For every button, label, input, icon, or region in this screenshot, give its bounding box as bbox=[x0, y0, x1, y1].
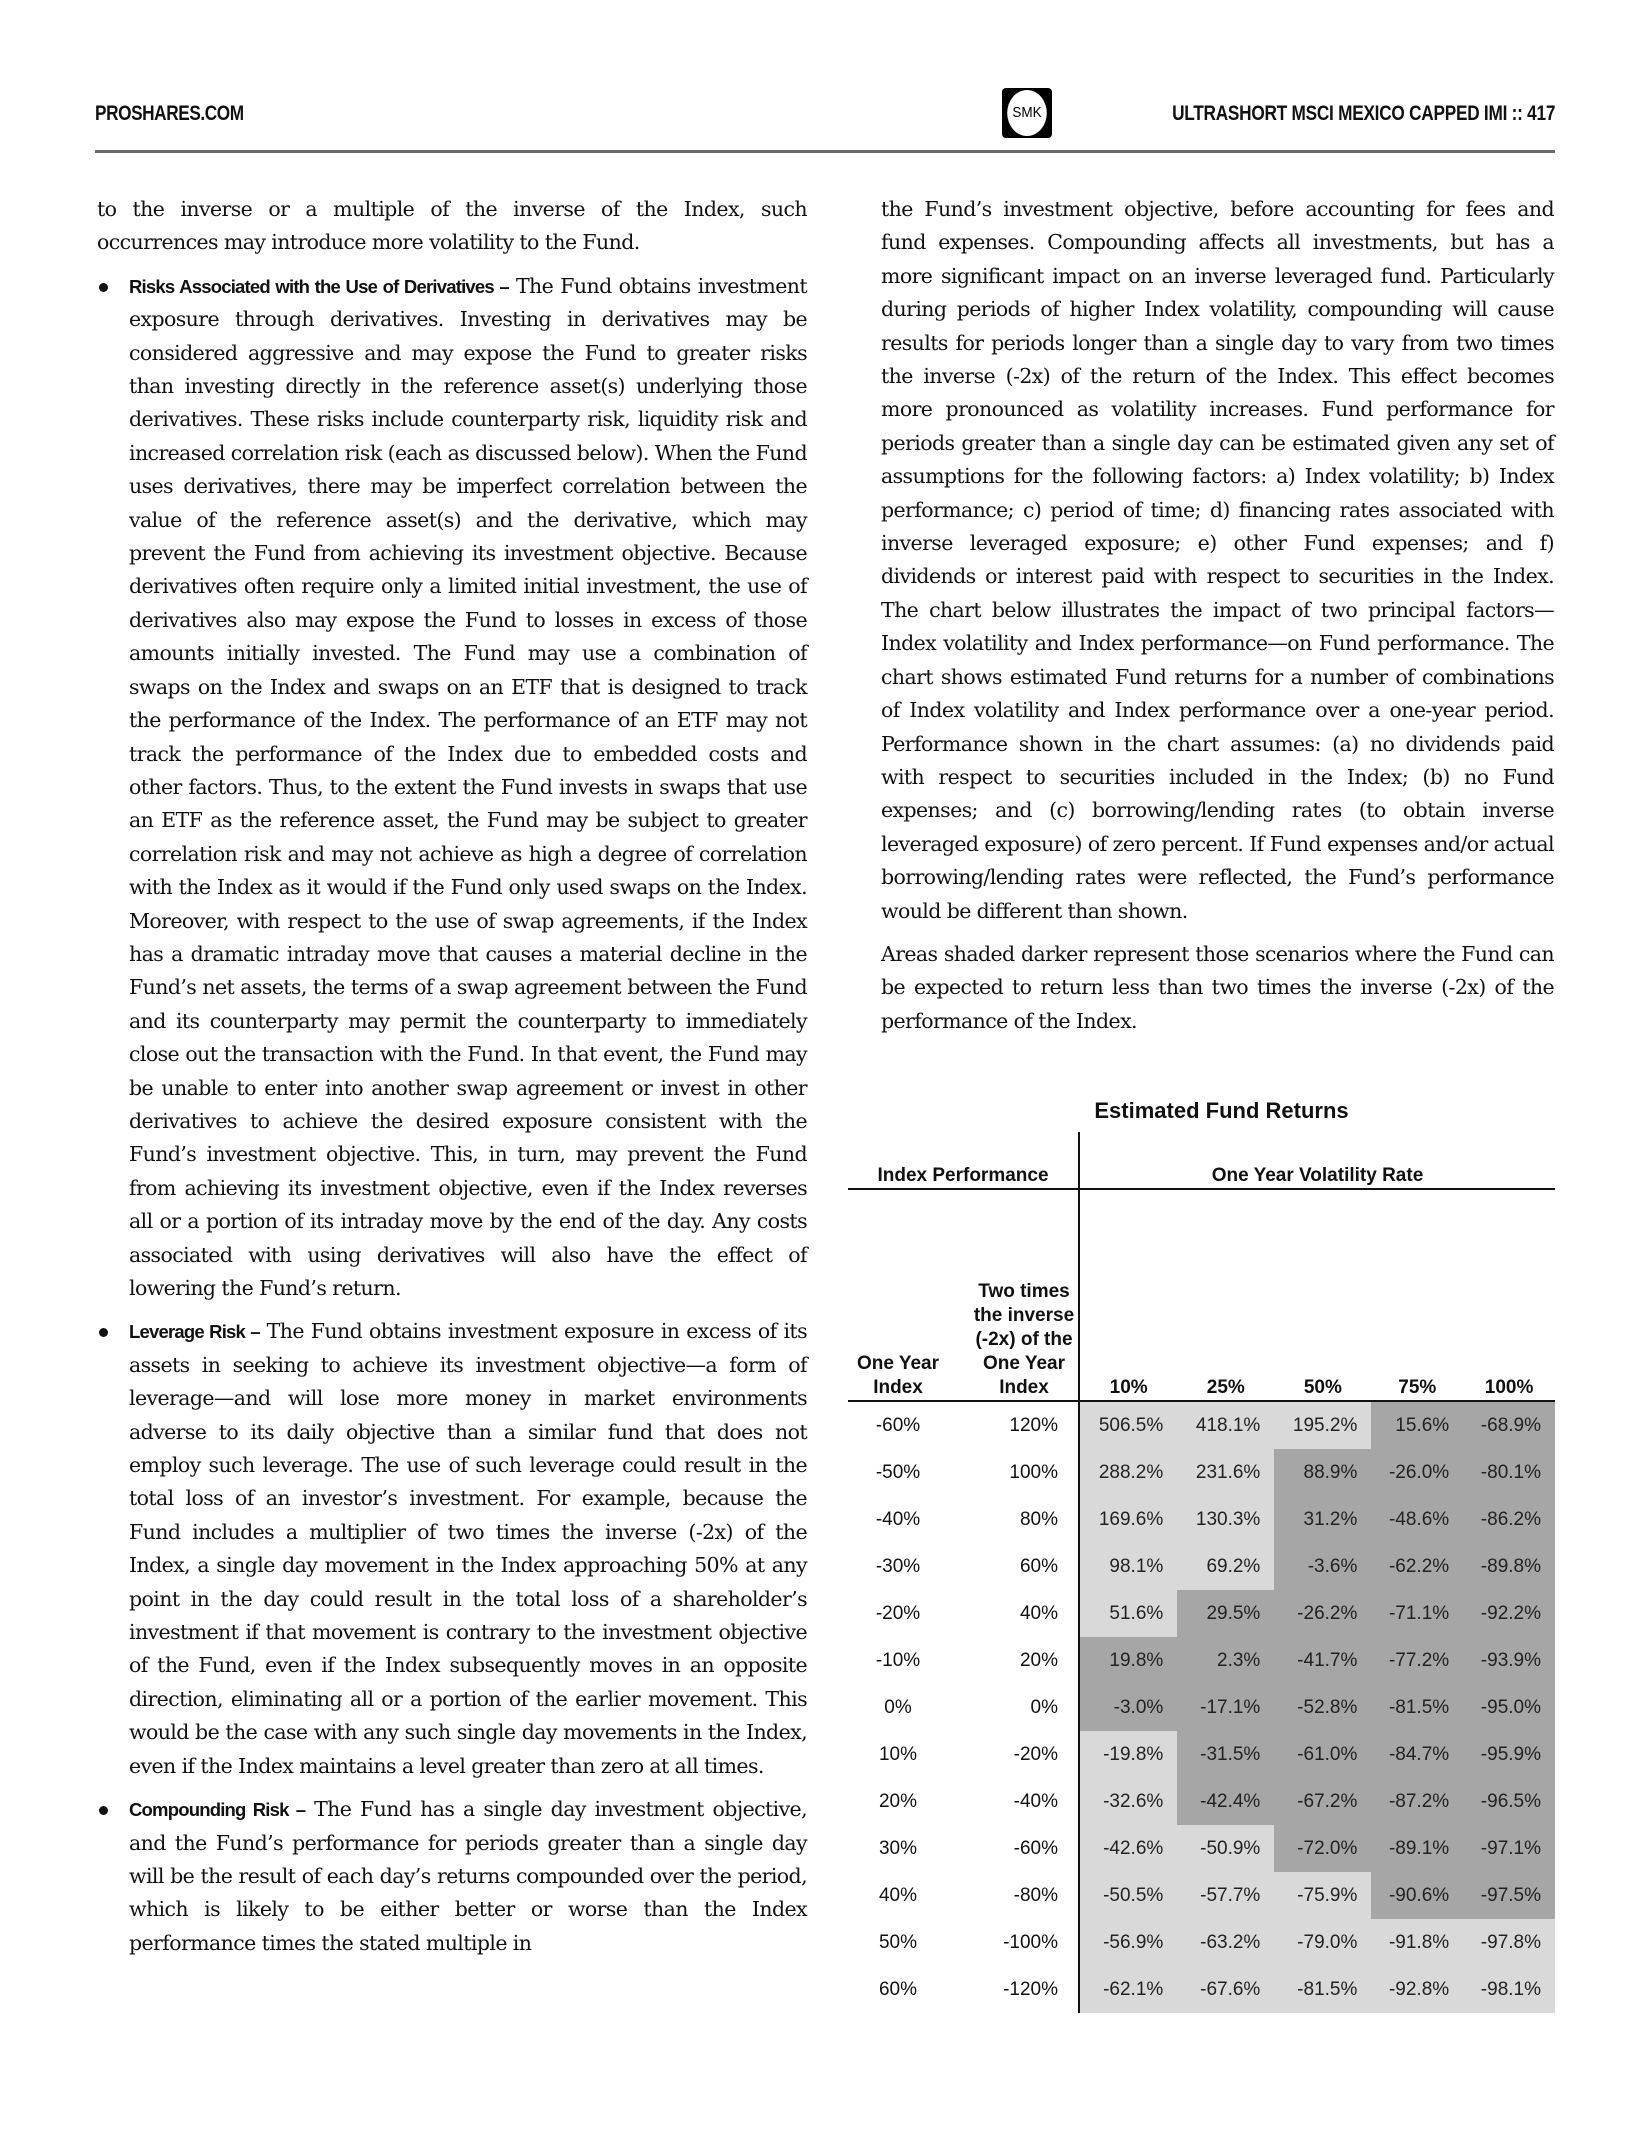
return-cell: -68.9% bbox=[1463, 1401, 1555, 1449]
ticker-badge bbox=[1002, 88, 1052, 138]
return-cell: -98.1% bbox=[1463, 1966, 1555, 2013]
col-two-times-inverse: Two times the inverse (-2x) of the One Year Index bbox=[970, 1189, 1079, 1401]
bullet-title: Leverage Risk – bbox=[129, 1321, 260, 1343]
inverse-cell: -40% bbox=[970, 1778, 1079, 1825]
table-row bbox=[848, 1637, 1555, 1684]
inverse-cell: 100% bbox=[970, 1449, 1079, 1496]
table-row bbox=[848, 1731, 1555, 1778]
table-title: Estimated Fund Returns bbox=[1094, 1098, 1349, 1123]
header-divider bbox=[95, 150, 1555, 153]
inverse-cell: -80% bbox=[970, 1872, 1079, 1919]
return-cell: -26.2% bbox=[1274, 1590, 1371, 1637]
return-cell: -87.2% bbox=[1371, 1778, 1463, 1825]
bullet-body: The Fund has a single day investment objective, and the Fund’s performance for periods greater than a single day will be the result of each day’s returns compounded over the period, which is likely to be either better or worse than the Index performance times the stated multiple in bbox=[129, 1797, 808, 1955]
bullet-compounding-risk bbox=[97, 1793, 807, 1960]
return-cell: -42.6% bbox=[1079, 1825, 1177, 1872]
return-cell: -91.8% bbox=[1371, 1919, 1463, 1966]
return-cell: -95.9% bbox=[1463, 1731, 1555, 1778]
return-cell: -61.0% bbox=[1274, 1731, 1371, 1778]
running-head: ULTRASHORT MSCI MEXICO CAPPED IMI :: 417 bbox=[1171, 102, 1555, 125]
return-cell: 19.8% bbox=[1079, 1637, 1177, 1684]
col-vol-75: 75% bbox=[1398, 1377, 1437, 1398]
return-cell: -50.5% bbox=[1079, 1872, 1177, 1919]
col-vol-50: 50% bbox=[1303, 1377, 1342, 1398]
return-cell: 15.6% bbox=[1371, 1401, 1463, 1449]
return-cell: 130.3% bbox=[1177, 1496, 1274, 1543]
site-name: PROSHARES.COM bbox=[95, 102, 244, 125]
return-cell: -26.0% bbox=[1371, 1449, 1463, 1496]
return-cell: -48.6% bbox=[1371, 1496, 1463, 1543]
return-cell: -67.6% bbox=[1177, 1966, 1274, 2013]
right-column bbox=[881, 193, 1554, 1048]
table-row bbox=[848, 1449, 1555, 1496]
return-cell: -3.6% bbox=[1274, 1543, 1371, 1590]
index-performance-header: Index Performance bbox=[848, 1132, 1079, 1189]
return-cell: -32.6% bbox=[1079, 1778, 1177, 1825]
col-vol-25: 25% bbox=[1206, 1377, 1245, 1398]
page-header bbox=[95, 88, 1555, 148]
one-year-index-cell: 60% bbox=[878, 1978, 918, 2000]
return-cell: -3.0% bbox=[1079, 1684, 1177, 1731]
return-cell: -41.7% bbox=[1274, 1637, 1371, 1684]
table-row bbox=[848, 1919, 1555, 1966]
return-cell: -31.5% bbox=[1177, 1731, 1274, 1778]
table-row bbox=[848, 1825, 1555, 1872]
return-cell: 31.2% bbox=[1274, 1496, 1371, 1543]
one-year-index-cell: 50% bbox=[878, 1931, 918, 1953]
return-cell: 231.6% bbox=[1177, 1449, 1274, 1496]
shading-note: Areas shaded darker represent those scenarios where the Fund can be expected to return less than two times the inverse (-2x) of the performance of the Index. bbox=[881, 941, 1554, 1033]
one-year-index-cell: 40% bbox=[878, 1884, 918, 1906]
bullet-leverage-risk bbox=[97, 1315, 807, 1783]
table-row bbox=[848, 1872, 1555, 1919]
bullet-icon bbox=[99, 283, 108, 292]
return-cell: -89.8% bbox=[1463, 1543, 1555, 1590]
inverse-cell: 80% bbox=[970, 1496, 1079, 1543]
return-cell: -86.2% bbox=[1463, 1496, 1555, 1543]
one-year-index-cell: -10% bbox=[875, 1649, 921, 1671]
col-vol-100: 100% bbox=[1484, 1377, 1534, 1398]
left-column bbox=[97, 193, 807, 1970]
return-cell: -97.8% bbox=[1463, 1919, 1555, 1966]
return-cell: -56.9% bbox=[1079, 1919, 1177, 1966]
return-cell: -96.5% bbox=[1463, 1778, 1555, 1825]
intro-paragraph: to the inverse or a multiple of the inverse of the Index, such occurrences may introduce more volatility to the Fund. bbox=[97, 197, 807, 255]
return-cell: -52.8% bbox=[1274, 1684, 1371, 1731]
return-cell: -71.1% bbox=[1371, 1590, 1463, 1637]
return-cell: 29.5% bbox=[1177, 1590, 1274, 1637]
return-cell: -62.2% bbox=[1371, 1543, 1463, 1590]
one-year-index-cell: -60% bbox=[875, 1414, 921, 1436]
table-body bbox=[848, 1401, 1555, 2013]
return-cell: 169.6% bbox=[1079, 1496, 1177, 1543]
inverse-cell: 60% bbox=[970, 1543, 1079, 1590]
bullet-body: The Fund obtains investment exposure in excess of its assets in seeking to achieve its investment objective—a form of leverage—and will lose more money in market environments adverse to its daily objective than a similar fund that does not employ such leverage. The use of such leverage could result in the total loss of an investor’s investment. For example, because the Fund includes a multiplier of two times the inverse (-2x) of the Index, a single day movement in the Index approaching 50% at any point in the day could result in the total loss of a shareholder’s investment if that movement is contrary to the investment objective of the Fund, even if the Index subsequently moves in an opposite direction, eliminating all or a portion of the earlier movement. This would be the case with any such single day movements in the Index, even if the Index maintains a level greater than zero at all times. bbox=[129, 1319, 807, 1778]
return-cell: -42.4% bbox=[1177, 1778, 1274, 1825]
return-cell: -97.1% bbox=[1463, 1825, 1555, 1872]
ticker-badge-label: SMK bbox=[1007, 90, 1047, 136]
bullet-title: Risks Associated with the Use of Derivatives – bbox=[129, 275, 509, 297]
inverse-cell: -120% bbox=[970, 1966, 1079, 2013]
estimated-fund-returns-table bbox=[848, 1098, 1555, 2013]
table-row bbox=[848, 1966, 1555, 2013]
one-year-index-cell: -20% bbox=[875, 1602, 921, 1624]
return-cell: 69.2% bbox=[1177, 1543, 1274, 1590]
one-year-index-cell: -30% bbox=[875, 1555, 921, 1577]
return-cell: -81.5% bbox=[1371, 1684, 1463, 1731]
return-cell: 418.1% bbox=[1177, 1401, 1274, 1449]
bullet-body: The Fund obtains investment exposure through derivatives. Investing in derivatives may be considered aggressive and may expose the Fund to greater risks than investing directly in the reference asset(s) underlying those derivatives. These risks include counterparty risk, liquidity risk and increased correlation risk (each as discussed below). When the Fund uses derivatives, there may be imperfect correlation between the value of the reference asset(s) and the derivative, which may prevent the Fund from achieving its investment objective. Because derivatives often require only a limited initial investment, the use of derivatives also may expose the Fund to losses in excess of those amounts initially invested. The Fund may use a combination of swaps on the Index and swaps on an ETF that is designed to track the performance of the Index. The performance of an ETF may not track the performance of the Index due to embedded costs and other factors. Thus, to the extent the Fund invests in swaps that use an ETF as the reference asset, the Fund may be subject to greater correlation risk and may not achieve as high a degree of correlation with the Index as it would if the Fund only used swaps on the Index. Moreover, with respect to the use of swap agreements, if the Index has a dramatic intraday move that causes a material decline in the Fund’s net assets, the terms of a swap agreement between the Fund and its counterparty may permit the counterparty to immediately close out the transaction with the Fund. In that event, the Fund may be unable to enter into another swap agreement or invest in other derivatives to achieve the desired exposure consistent with the Fund’s investment objective. This, in turn, may prevent the Fund from achieving its investment objective, even if the Index reverses all or a portion of its intraday move by the end of the day. Any costs associated with using derivatives will also have the effect of lowering the Fund’s return. bbox=[129, 273, 808, 1300]
inverse-cell: 40% bbox=[970, 1590, 1079, 1637]
return-cell: -89.1% bbox=[1371, 1825, 1463, 1872]
return-cell: 288.2% bbox=[1079, 1449, 1177, 1496]
volatility-rate-header: One Year Volatility Rate bbox=[1079, 1132, 1555, 1189]
one-year-index-cell: 0% bbox=[884, 1696, 912, 1718]
return-cell: -81.5% bbox=[1274, 1966, 1371, 2013]
return-cell: -92.2% bbox=[1463, 1590, 1555, 1637]
return-cell: 506.5% bbox=[1079, 1401, 1177, 1449]
table-row bbox=[848, 1401, 1555, 1449]
col-one-year-index: One Year Index bbox=[856, 1353, 940, 1398]
return-cell: -79.0% bbox=[1274, 1919, 1371, 1966]
bullet-icon bbox=[99, 1806, 108, 1815]
return-cell: -95.0% bbox=[1463, 1684, 1555, 1731]
one-year-index-cell: 20% bbox=[878, 1790, 918, 1812]
return-cell: 2.3% bbox=[1177, 1637, 1274, 1684]
return-cell: -19.8% bbox=[1079, 1731, 1177, 1778]
return-cell: -72.0% bbox=[1274, 1825, 1371, 1872]
return-cell: -63.2% bbox=[1177, 1919, 1274, 1966]
return-cell: 98.1% bbox=[1079, 1543, 1177, 1590]
inverse-cell: -100% bbox=[970, 1919, 1079, 1966]
return-cell: -62.1% bbox=[1079, 1966, 1177, 2013]
inverse-cell: 120% bbox=[970, 1401, 1079, 1449]
one-year-index-cell: 10% bbox=[878, 1743, 918, 1765]
bullet-title: Compounding Risk – bbox=[129, 1799, 306, 1821]
return-cell: -93.9% bbox=[1463, 1637, 1555, 1684]
inverse-cell: 20% bbox=[970, 1637, 1079, 1684]
bullet-derivatives-risk bbox=[97, 270, 807, 1306]
inverse-cell: 0% bbox=[970, 1684, 1079, 1731]
table-row bbox=[848, 1684, 1555, 1731]
table-row bbox=[848, 1543, 1555, 1590]
return-cell: -80.1% bbox=[1463, 1449, 1555, 1496]
table-row bbox=[848, 1590, 1555, 1637]
return-cell: -77.2% bbox=[1371, 1637, 1463, 1684]
one-year-index-cell: -40% bbox=[875, 1508, 921, 1530]
return-cell: -67.2% bbox=[1274, 1778, 1371, 1825]
col-vol-10: 10% bbox=[1109, 1377, 1148, 1398]
one-year-index-cell: -50% bbox=[875, 1461, 921, 1483]
table-row bbox=[848, 1778, 1555, 1825]
return-cell: -50.9% bbox=[1177, 1825, 1274, 1872]
return-cell: -17.1% bbox=[1177, 1684, 1274, 1731]
return-cell: 51.6% bbox=[1079, 1590, 1177, 1637]
return-cell: -92.8% bbox=[1371, 1966, 1463, 2013]
return-cell: 195.2% bbox=[1274, 1401, 1371, 1449]
return-cell: -75.9% bbox=[1274, 1872, 1371, 1919]
inverse-cell: -20% bbox=[970, 1731, 1079, 1778]
return-cell: 88.9% bbox=[1274, 1449, 1371, 1496]
inverse-cell: -60% bbox=[970, 1825, 1079, 1872]
compounding-paragraph: the Fund’s investment objective, before accounting for fees and fund expenses. Compounding affects all investments, but has a more significant impact on an inverse leveraged fund. Particularly during periods of higher Index volatility, compounding will cause results for periods longer than a single day to vary from two times the inverse (-2x) of the return of the Index. This effect becomes more pronounced as volatility increases. Fund performance for periods greater than a single day can be estimated given any set of assumptions for the following factors: a) Index volatility; b) Index performance; c) period of time; d) financing rates associated with inverse leveraged exposure; e) other Fund expenses; and f) dividends or interest paid with respect to securities in the Index. The chart below illustrates the impact of two principal factors—Index volatility and Index performance—on Fund performance. The chart shows estimated Fund returns for a number of combinations of Index volatility and Index performance over a one-year period. Performance shown in the chart assumes: (a) no dividends paid with respect to securities included in the Index; (b) no Fund expenses; and (c) borrowing/lending rates (to obtain inverse leveraged exposure) of zero percent. If Fund expenses and/or actual borrowing/lending rates were reflected, the Fund’s performance would be different than shown. bbox=[881, 197, 1554, 923]
table-row bbox=[848, 1496, 1555, 1543]
return-cell: -90.6% bbox=[1371, 1872, 1463, 1919]
one-year-index-cell: 30% bbox=[878, 1837, 918, 1859]
return-cell: -57.7% bbox=[1177, 1872, 1274, 1919]
return-cell: -97.5% bbox=[1463, 1872, 1555, 1919]
bullet-icon bbox=[99, 1328, 108, 1337]
return-cell: -84.7% bbox=[1371, 1731, 1463, 1778]
